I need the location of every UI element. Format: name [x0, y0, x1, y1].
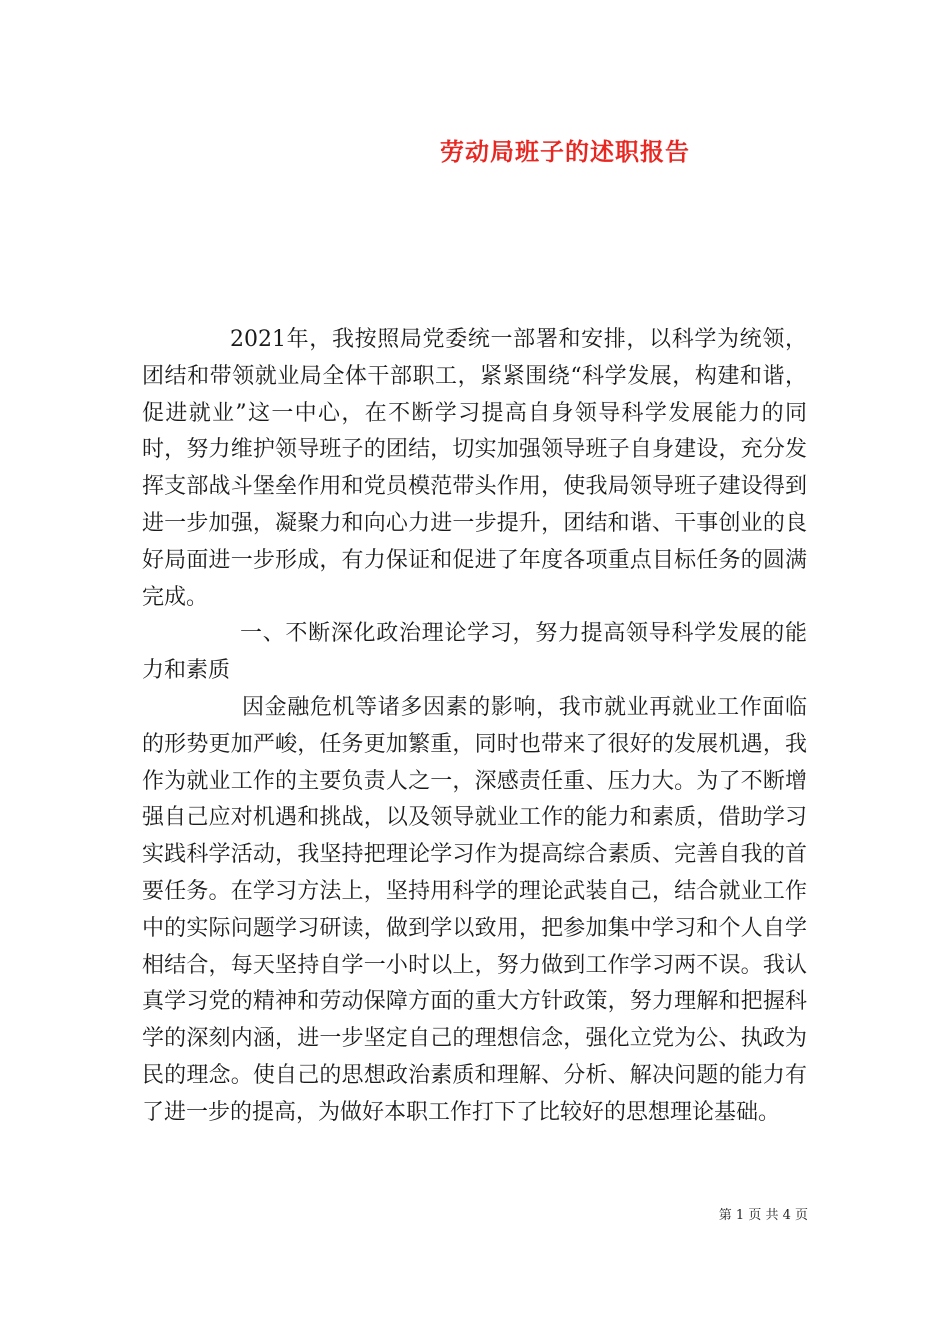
paragraph-section-one: 因金融危机等诸多因素的影响，我市就业再就业工作面临的形势更加严峻，任务更加繁重，同时也带来了很好的发展机遇，我作为就业工作的主要负责人之一，深感责任重、压力大。为了不断增强自己应对机遇和挑战，以及领导就业工作的能力和素质，借助学习实践科学活动，我坚持把理论学习作为提高综合素质、完善自我的首要任务。在学习方法上，坚持用科学的理论武装自己，结合就业工作中的实际问题学习研读，做到学以致用，把参加集中学习和个人自学相结合，每天坚持自学一小时以上，努力做到工作学习两不误。我认真学习党的精神和劳动保障方面的重大方针政策，努力理解和把握科学的深刻内涵，进一步坚定自己的理想信念，强化立党为公、执政为民的理念。使自己的思想政治素质和理解、分析、解决问题的能力有了进一步的提高，为做好本职工作打下了比较好的思想理论基础。: [142, 694, 807, 1125]
section-heading: 一、不断深化政治理论学习，努力提高领导科学发展的能力和素质: [142, 621, 807, 684]
page-number: 第 1 页 共 4 页: [718, 1208, 808, 1223]
page-title: 劳动局班子的述职报告: [440, 137, 690, 166]
document-body: [142, 322, 807, 1132]
paragraph-intro: 2021年，我按照局党委统一部署和安排，以科学为统领，团结和带领就业局全体干部职工，紧紧围绕“科学发展，构建和谐，促进就业”这一中心，在不断学习提高自身领导科学发展能力的同时，努力维护领导班子的团结，切实加强领导班子自身建设，充分发挥支部战斗堡垒作用和党员模范带头作用，使我局领导班子建设得到进一步加强，凝聚力和向心力进一步提升，团结和谐、干事创业的良好局面进一步形成，有力保证和促进了年度各项重点目标任务的圆满完成。: [142, 327, 807, 610]
